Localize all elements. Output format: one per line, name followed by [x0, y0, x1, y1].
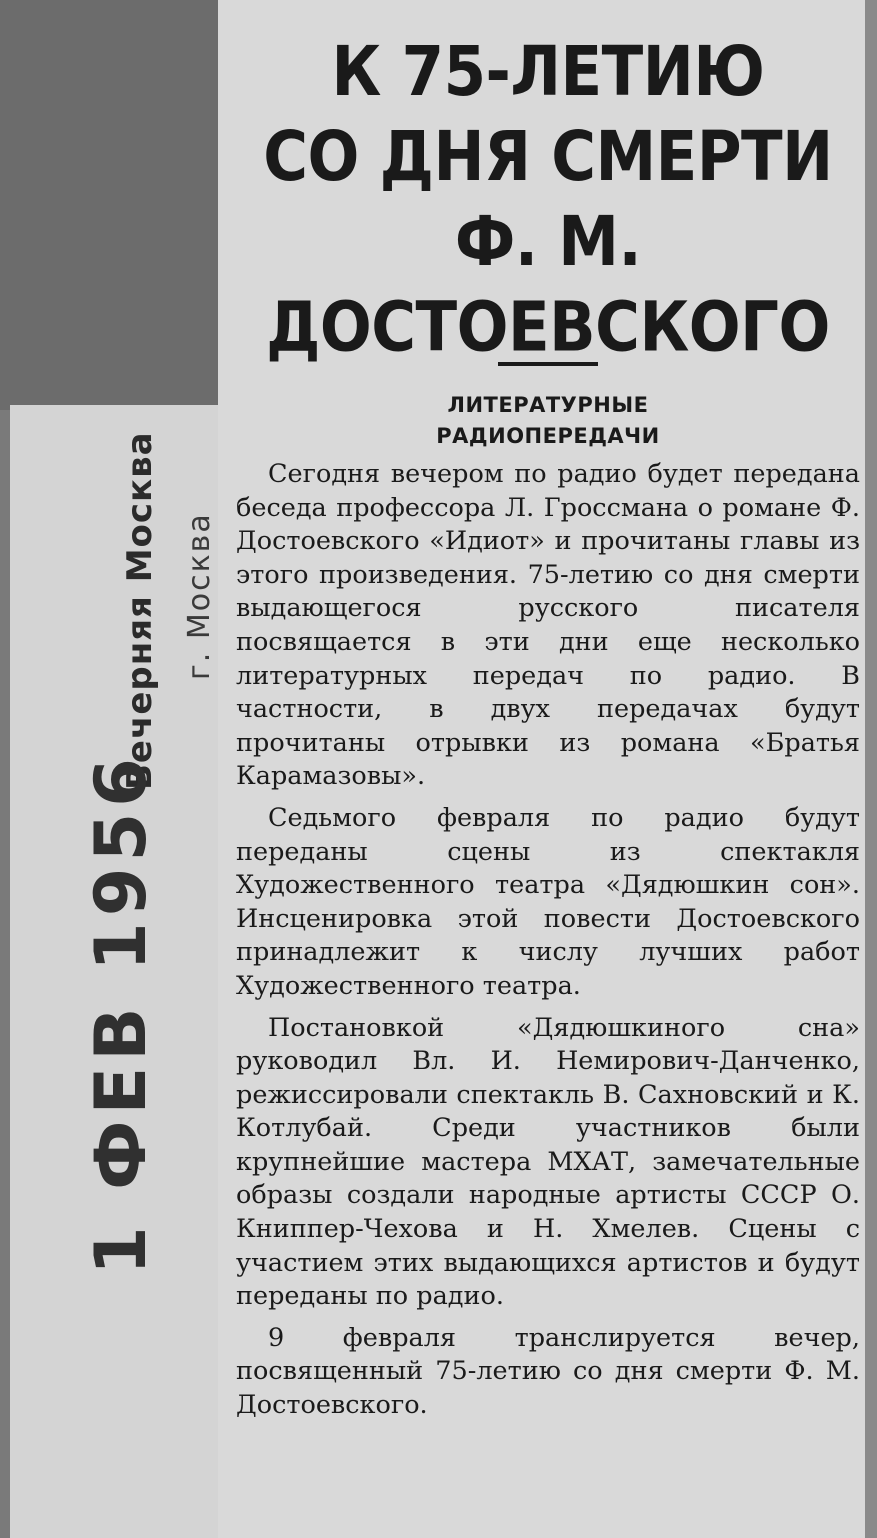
- article-paragraph-4: 9 февраля транслируется вечер, посвященный 75-летию со дня смерти Ф. М. Достоевского.: [236, 1322, 860, 1421]
- article-paragraph-1: Сегодня вечером по радио будет передана беседа профессора Л. Гроссмана о романе Ф. Достоевского «Идиот» и прочитаны главы из этого произведения. 75-летию со дня смерти выдающегося русского писателя посвящается в эти дни еще несколько литературных передач по радио. В частности, в двух передачах будут прочитаны отрывки из романа «Братья Карамазовы».: [236, 459, 860, 792]
- dark-backing-panel: [0, 0, 222, 410]
- headline-line-1: К 75-ЛЕТИЮ: [331, 32, 765, 112]
- stamp-newspaper-name: Вечерняя Москва: [120, 431, 160, 790]
- article-subhead: [236, 390, 860, 452]
- clipping-right-edge: [865, 0, 877, 1538]
- article-paragraph-3: Постановкой «Дядюшкиного сна» руководил Вл. И. Немирович-Данченко, режиссировали спектакль В. Сахновский и К. Котлубай. Среди участников были крупнейшие мастера МХАТ, замечательные образы создали народные артисты СССР О. Книппер-Чехова и Н. Хмелев. Сцены с участием этих выдающихся артистов и будут переданы по радио.: [236, 1012, 860, 1312]
- article-headline: [236, 30, 860, 370]
- subhead-line-1: ЛИТЕРАТУРНЫЕ: [447, 393, 649, 417]
- headline-line-2: СО ДНЯ СМЕРТИ: [263, 117, 833, 197]
- subhead-line-2: РАДИОПЕРЕДАЧИ: [436, 424, 660, 448]
- stamp-city: г. Москва: [182, 512, 217, 680]
- stamp-date: 1 ФЕВ 1956: [80, 752, 162, 1275]
- newspaper-article: [236, 30, 860, 1423]
- article-paragraph-2: Седьмого февраля по радио будут переданы сцены из спектакля Художественного театра «Дядюшкин сон». Инсценировка этой повести Достоевского принадлежит к числу лучших работ Художественного театра.: [236, 802, 860, 1001]
- headline-line-3: Ф. М. ДОСТОЕВСКОГО: [266, 202, 830, 368]
